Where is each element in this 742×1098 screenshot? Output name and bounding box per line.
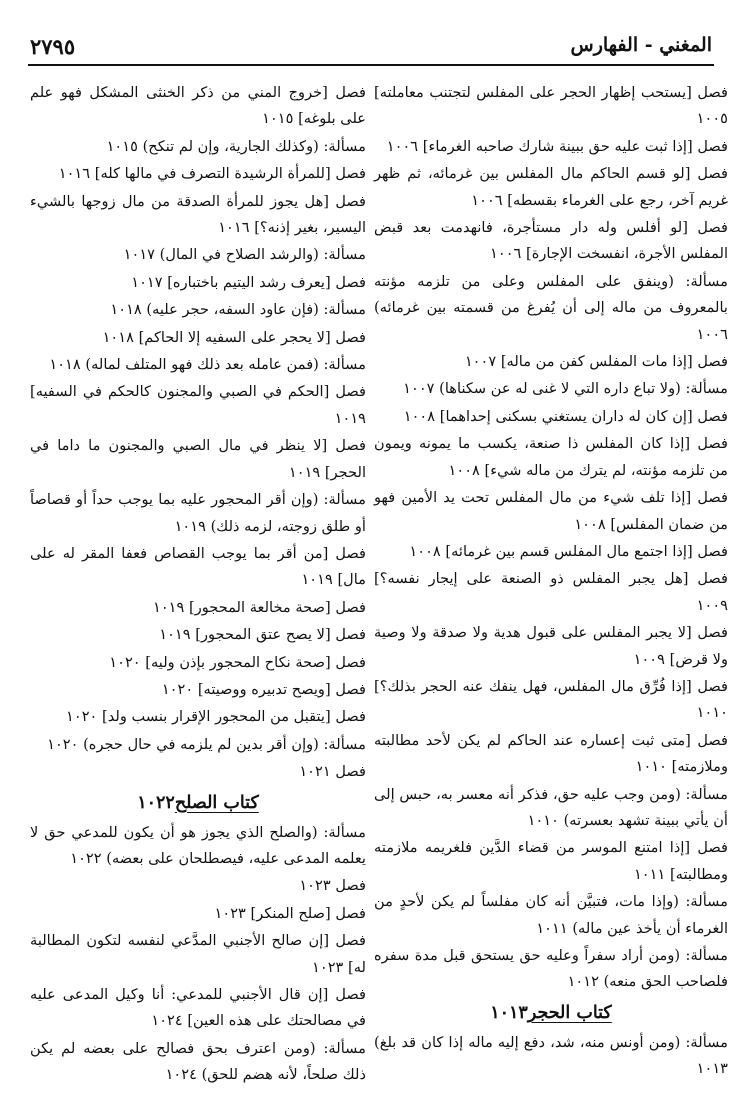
entry-title: [يتقبل من المحجور الإقرار بنسب ولد] xyxy=(102,708,331,726)
entry-kind: فصل xyxy=(335,192,367,210)
entry-title: [لا يجبر المفلس على قبول هدية ولا صدقة ولا وصية ولا قرض] xyxy=(374,624,728,668)
entry-title: [صلح المنكر] xyxy=(250,904,331,922)
entry-kind: فصل xyxy=(697,219,728,237)
page-header xyxy=(28,30,714,66)
entry-title: (وإن أقر بدين لم يلزمه في حال حجره) xyxy=(83,735,319,753)
entry-page-number: ١٠١٨ xyxy=(49,356,81,374)
entry-title: [لو قسم الحاكم مال المفلس بين غرمائه، ثم ظهر غريم آخر، رجع على الغرماء بقسطه] xyxy=(374,165,728,209)
entry-title: [إذا فُرِّق مال المفلس، فهل ينفك عنه الحجر بذلك؟] xyxy=(374,677,692,695)
entry-title: (ومن وجب عليه حق، فذكر أنه معسر به، حبس إلى أن يأتي ببينة تشهد بعسرته) xyxy=(374,785,728,829)
index-entry xyxy=(30,487,366,540)
entry-kind: فصل xyxy=(335,383,366,401)
entry-title: [هل يجبر المفلس ذو الصنعة على إيجار نفسه؟] xyxy=(374,570,689,588)
entry-title: [هل يجوز للمرأة الصدقة من مال زوجها بالشيء اليسير، بغير إذنه؟] xyxy=(30,192,366,237)
index-entry xyxy=(374,215,728,268)
entry-title: [إذا كان المفلس ذا صنعة، يكسب ما يمونه ويمون من تلزمه مؤنته، لم يترك من ماله شيء] xyxy=(374,435,728,479)
entry-page-number: ١٠٠٧ xyxy=(464,353,497,371)
entry-kind: فصل xyxy=(335,544,366,562)
index-entry xyxy=(30,541,366,594)
index-entry xyxy=(30,928,366,981)
book-heading xyxy=(30,788,366,818)
entry-kind: فصل xyxy=(697,435,729,453)
entry-title: [يستحب إظهار الحجر على المفلس لتجتنب معاملته] xyxy=(374,84,692,101)
entry-page-number: ١٠٠٨ xyxy=(448,461,480,479)
entry-page-number: ١٠١٣ xyxy=(696,1060,728,1078)
entry-title: [إذا اجتمع مال المفلس قسم بين غرمائه] xyxy=(445,542,693,560)
entry-title: [إن قال الأجنبي للمدعي: أنا وكيل المدعى عليه في مصالحتك على هذه العين] xyxy=(30,986,366,1030)
index-entry xyxy=(374,80,728,133)
index-entry xyxy=(30,379,366,432)
entry-page-number: ١٠١٨ xyxy=(110,301,142,319)
entry-kind: فصل xyxy=(697,624,728,642)
entry-kind: فصل xyxy=(335,84,367,101)
entry-page-number: ١٠٠٦ xyxy=(471,191,503,209)
entry-kind: فصل xyxy=(335,904,366,922)
entry-title: (وإذا مات، فتبيَّن أنه كان مفلساً لم يكن لأحدٍ من الغرماء أن يأخذ عين ماله) xyxy=(374,893,728,937)
entry-kind: فصل xyxy=(697,165,728,183)
book-page-number: ١٠١٣ xyxy=(490,1002,528,1023)
entry-title: [صحة نكاح المحجور بإذن وليه] xyxy=(145,653,331,671)
entry-page-number: ١٠٢٣ xyxy=(312,958,344,976)
index-entry xyxy=(374,835,728,888)
index-entry xyxy=(30,732,366,758)
index-entry xyxy=(374,404,728,430)
entry-title: (ولا تباع داره التي لا غنى له عن سكناها) xyxy=(439,380,681,398)
entry-page-number: ١٠١٧ xyxy=(131,273,163,291)
entry-kind: مسألة: xyxy=(685,1033,728,1051)
book-title: كتاب الحجر xyxy=(527,1002,612,1023)
entry-page-number: ١٠٠٨ xyxy=(409,542,441,560)
index-entry xyxy=(30,433,366,486)
entry-page-number: ١٠٢٠ xyxy=(66,708,98,726)
entry-title: (وينفق على المفلس وعلى من تلزمه مؤنته بالمعروف من ماله إلى أن يُفرغ من قسمته بين غرمائه) xyxy=(374,272,728,317)
entry-kind: مسألة: xyxy=(323,301,366,319)
entry-title: [ويصح تدبيره ووصيته] xyxy=(197,680,331,698)
entry-page-number: ١٠١٠ xyxy=(527,811,559,829)
entry-page-number: ١٠٢٠ xyxy=(161,680,194,698)
entry-title: [يعرف رشد اليتيم باختباره] xyxy=(167,273,331,291)
entry-page-number: ١٠١١ xyxy=(633,865,666,883)
index-entry xyxy=(30,677,366,703)
entry-kind: مسألة: xyxy=(323,735,366,753)
entry-kind: فصل xyxy=(335,165,366,183)
entry-title: [إن كان له داران يستغني بسكنى إحداهما] xyxy=(439,407,693,425)
entry-title: (فإن عاود السفه، حجر عليه) xyxy=(146,301,319,319)
entry-kind: مسألة: xyxy=(323,491,367,509)
entry-kind: فصل xyxy=(697,137,728,155)
index-entry xyxy=(30,622,366,648)
entry-title: (ومن أراد سفراً وعليه حق يستحق قبل مدة سفره فلصاحب الحق منعه) xyxy=(374,947,728,991)
entry-page-number: ١٠٠٥ xyxy=(696,110,728,128)
entry-title: (وكذلك الجارية، وإن لم تنكح) xyxy=(142,137,319,155)
entry-page-number: ١٠١٦ xyxy=(218,219,250,237)
entry-title: [الحكم في الصبي والمجنون كالحكم في السفيه] xyxy=(30,383,330,401)
entry-kind: فصل xyxy=(697,570,728,588)
index-entry xyxy=(30,297,366,323)
entry-title: (والصلح الذي يجوز هو أن يكون للمدعي حق لا يعلمه المدعى عليه، فيصطلحان على بعضه) xyxy=(30,823,366,867)
entry-title: [إذا تلف شيء من مال المفلس تحت يد الأمين فهو من ضمان المفلس] xyxy=(374,489,728,533)
entry-page-number: ١٠٢٠ xyxy=(47,735,79,753)
entry-title: [للمرأة الرشيدة التصرف في مالها كله] xyxy=(94,165,331,183)
entry-page-number: ١٠١٥ xyxy=(262,110,294,128)
entry-title: [إذا مات المفلس كفن من ماله] xyxy=(500,353,693,371)
index-entry xyxy=(374,485,728,538)
entry-page-number: ١٠١١ xyxy=(536,919,568,937)
index-entry xyxy=(374,620,728,673)
entry-kind: فصل xyxy=(335,437,366,455)
entry-kind: فصل xyxy=(335,626,366,644)
entry-kind: مسألة: xyxy=(323,356,366,374)
entry-kind: فصل xyxy=(697,542,728,560)
index-entry xyxy=(30,873,366,899)
entry-page-number: ١٠١٠ xyxy=(696,704,728,722)
entry-page-number: ١٠١٩ xyxy=(159,626,191,644)
entry-page-number: ١٠١٦ xyxy=(58,165,91,183)
index-entry xyxy=(374,674,728,727)
index-entry xyxy=(30,650,366,676)
entry-kind: فصل xyxy=(335,763,366,781)
entry-kind: مسألة: xyxy=(323,1039,366,1057)
entry-page-number: ١٠١٩ xyxy=(153,598,185,616)
entry-title: [إن صالح الأجنبي المدَّعي لنفسه لتكون المطالبة له] xyxy=(30,932,366,976)
entry-kind: مسألة: xyxy=(323,823,366,841)
entry-page-number: ١٠١٩ xyxy=(174,517,206,535)
index-entry xyxy=(374,161,728,214)
entry-page-number: ١٠١٨ xyxy=(102,328,134,346)
index-entry xyxy=(30,80,366,133)
entry-title: [صحة مخالعة المحجور] xyxy=(189,598,331,616)
entry-page-number: ١٠١٩ xyxy=(334,409,366,427)
index-entry xyxy=(374,889,728,942)
entry-title: (فمن عامله بعد ذلك فهو المتلف لماله) xyxy=(85,356,319,374)
entry-title: [لا يحجر على السفيه إلا الحاكم] xyxy=(138,328,331,346)
entry-title: (ومن أونس منه، شد، دفع إليه ماله إذا كان قد بلغ) xyxy=(374,1033,681,1051)
index-entry xyxy=(30,270,366,296)
index-entry xyxy=(374,539,728,565)
entry-page-number: ١٠١٠ xyxy=(635,758,667,776)
entry-title: [لو أفلس وله دار مستأجرة، فانهدمت بعد قبض المفلس الأجرة، انفسخت الإجارة] xyxy=(374,219,728,263)
index-entry xyxy=(374,1030,728,1083)
entry-kind: فصل xyxy=(697,731,728,749)
index-entry xyxy=(374,431,728,484)
entry-page-number: ١٠٠٦ xyxy=(386,137,419,155)
entry-page-number: ١٠٠٧ xyxy=(403,380,435,398)
entry-page-number: ١٠١٩ xyxy=(301,571,333,589)
entry-kind: مسألة: xyxy=(685,272,729,290)
index-entry xyxy=(374,728,728,781)
index-entry xyxy=(30,820,366,873)
entry-kind: فصل xyxy=(697,677,728,695)
entry-kind: مسألة: xyxy=(685,380,728,398)
entry-page-number: ١٠٢٣ xyxy=(214,904,246,922)
book-page-number: ١٠٢٢ xyxy=(137,792,175,813)
entry-kind: فصل xyxy=(335,877,366,895)
entry-page-number: ١٠١٥ xyxy=(106,137,138,155)
index-entry xyxy=(374,269,728,348)
index-entry xyxy=(30,1036,366,1089)
entry-kind: فصل xyxy=(335,598,366,616)
entry-kind: مسألة: xyxy=(685,947,729,964)
index-entry xyxy=(30,242,366,268)
entry-page-number: ١٠٠٨ xyxy=(574,515,606,533)
index-column-left xyxy=(30,80,366,1090)
book-title: كتاب الصلح xyxy=(174,792,259,813)
entry-page-number: ١٠٢٣ xyxy=(299,877,331,895)
entry-kind: فصل xyxy=(697,489,728,507)
entry-page-number: ١٠٠٨ xyxy=(403,407,436,425)
entry-kind: مسألة: xyxy=(685,785,728,803)
running-title: المغني - الفهارس xyxy=(570,34,712,56)
entry-kind: فصل xyxy=(697,839,728,857)
entry-kind: مسألة: xyxy=(323,137,366,155)
index-entry xyxy=(374,349,728,375)
entry-title: [إذا ثبت عليه حق ببينة شارك صاحبه الغرماء] xyxy=(422,137,693,155)
entry-title: [لا ينظر في مال الصبي والمجنون ما داما في الحجر] xyxy=(30,437,366,481)
index-column-right xyxy=(374,80,728,1084)
index-entry xyxy=(30,161,366,187)
index-entry xyxy=(30,595,366,621)
entry-page-number: ١٠٠٦ xyxy=(490,245,522,263)
index-entry xyxy=(30,134,366,160)
entry-title: (ومن اعترف بحق فصالح على بعضه لم يكن ذلك صلحاً، لأنه هضم للحق) xyxy=(30,1039,366,1084)
entry-kind: فصل xyxy=(335,653,366,671)
entry-title: (والرشد الصلاح في المال) xyxy=(159,246,319,264)
page-number: ٢٧٩٥ xyxy=(30,34,76,59)
entry-page-number: ١٠٠٦ xyxy=(696,325,728,343)
entry-kind: فصل xyxy=(697,407,728,425)
index-entry xyxy=(30,901,366,927)
index-entry xyxy=(30,189,366,242)
entry-kind: فصل xyxy=(335,932,366,950)
entry-title: (وإن أقر المحجور عليه بما يوجب حداً أو قصاصاً أو طلق زوجته، لزمه ذلك) xyxy=(30,491,366,535)
entry-page-number: ١٠٢٤ xyxy=(165,1066,197,1084)
entry-title: [خروج المني من ذكر الخنثى المشكل فهو علم على بلوغه] xyxy=(30,84,366,128)
index-entry xyxy=(30,352,366,378)
entry-page-number: ١٠٢١ xyxy=(299,763,331,781)
entry-title: [لا يصح عتق المحجور] xyxy=(195,626,331,644)
index-entry xyxy=(374,566,728,619)
index-entry xyxy=(374,782,728,835)
entry-page-number: ١٠١٩ xyxy=(288,463,321,481)
entry-kind: فصل xyxy=(335,328,366,346)
entry-kind: مسألة: xyxy=(323,246,366,264)
entry-page-number: ١٠١٧ xyxy=(123,246,156,264)
index-entry xyxy=(374,134,728,160)
entry-title: [متى ثبت إعساره عند الحاكم لم يكن لأحد مطالبته وملازمته] xyxy=(374,731,728,776)
entry-page-number: ١٠٢٢ xyxy=(70,849,102,867)
index-entry xyxy=(374,376,728,402)
entry-title: [إذا امتنع الموسر من قضاء الدَّين فلغريمه ملازمته ومطالبته] xyxy=(374,839,728,883)
entry-page-number: ١٠١٢ xyxy=(567,973,599,991)
entry-page-number: ١٠٠٩ xyxy=(696,596,728,614)
entry-kind: فصل xyxy=(335,273,366,291)
index-entry xyxy=(30,704,366,730)
entry-kind: فصل xyxy=(697,353,728,371)
index-entry xyxy=(374,943,728,996)
index-entry xyxy=(30,982,366,1035)
entry-kind: فصل xyxy=(335,986,367,1003)
book-heading xyxy=(374,998,728,1028)
index-entry xyxy=(30,325,366,351)
entry-kind: فصل xyxy=(335,680,366,698)
entry-page-number: ١٠٠٩ xyxy=(633,650,665,668)
entry-kind: مسألة: xyxy=(685,893,728,911)
entry-kind: فصل xyxy=(335,708,366,726)
entry-kind: فصل xyxy=(697,84,728,101)
entry-page-number: ١٠٢٤ xyxy=(151,1012,183,1030)
entry-page-number: ١٠٢٠ xyxy=(109,653,141,671)
index-entry xyxy=(30,759,366,785)
entry-title: [من أقر بما يوجب القصاص فعفا المقر له على مال] xyxy=(30,544,366,589)
